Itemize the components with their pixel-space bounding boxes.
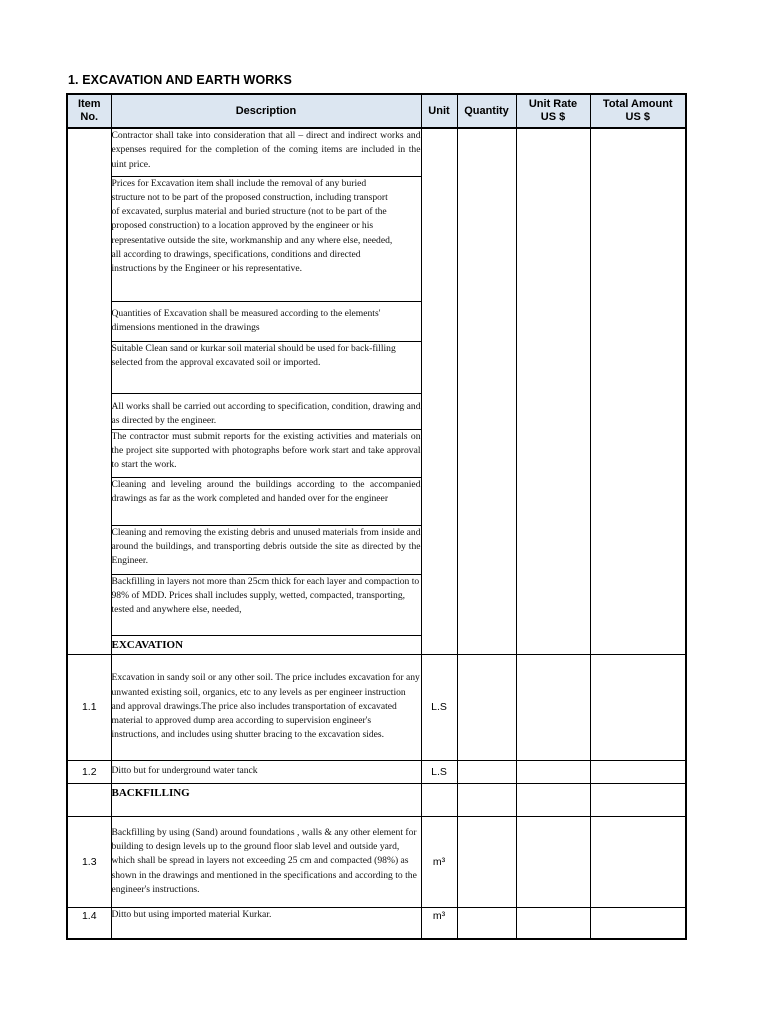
item-unit-rate [516,907,590,939]
general-note: The contractor must submit reports for the existing activities and materials on the project site supported with photographs before work start and take approval to start the work. [111,429,421,477]
general-note: Suitable Clean sand or kurkar soil material should be used for back-filling selected from the approval excavated soil or imported. [111,341,421,393]
bill-of-quantities-table [66,93,687,940]
general-note: Quantities of Excavation shall be measured according to the elements' dimensions mentioned in the drawings [111,301,421,341]
item-description: Excavation in sandy soil or any other soil. The price includes excavation for any unwanted existing soil, organics, etc to any levels as per engineer instruction and approval drawings.The price also includes transportation of excavated material to approved dump area according to supervision engineer's instructions, and includes using shutter bracing to the excavation sides. [111,654,421,760]
general-note: Cleaning and removing the existing debris and unused materials from inside and around the buildings, and transporting debris outside the site as directed by the Engineer. [111,525,421,574]
general-note: Prices for Excavation item shall include the removal of any buried structure not to be part of the proposed construction, including transport of excavated, surplus material and buried structure (not to be part of the proposed construction) to a location approved by the engineer or his representative outside the site, workmanship and any where else, needed, all according to drawings, specifications, conditions and directed instructions by the Engineer or his representative. [111,176,421,301]
general-note: Contractor shall take into consideration that all – direct and indirect works and expenses required for the completion of the coming items are included in the uint price. [111,128,421,176]
section-title: 1. EXCAVATION AND EARTH WORKS [68,73,292,87]
item-total-amount [590,816,686,907]
item-number: 1.4 [67,907,111,939]
item-unit: L.S [421,654,457,760]
general-note: All works shall be carried out according to specification, condition, drawing and as directed by the engineer. [111,393,421,429]
table-header-row [67,94,686,128]
item-number: 1.1 [67,654,111,760]
table-row [67,816,686,907]
item-description: Backfilling by using (Sand) around foundations , walls & any other element for building to design levels up to the ground floor slab level and outside yard, which shall be spread in layers not exceeding 25 cm and compacted (98%) as shown in the drawings and mentioned in the specifications and according to the engineer's instructions. [111,816,421,907]
table-row [67,783,686,816]
item-unit-rate [516,654,590,760]
notes-quantity-cell [457,128,516,654]
item-unit-rate [516,760,590,783]
notes-unit-cell [421,128,457,654]
backfilling-heading: BACKFILLING [111,783,421,816]
table-row [67,760,686,783]
header-unit-rate: Unit Rate US $ [516,94,590,128]
item-unit-rate [516,816,590,907]
excavation-heading: EXCAVATION [111,635,421,654]
item-total-amount [590,907,686,939]
item-unit: L.S [421,760,457,783]
item-number: 1.2 [67,760,111,783]
item-description: Ditto but using imported material Kurkar. [111,907,421,939]
item-description: Ditto but for underground water tanck [111,760,421,783]
header-unit: Unit [421,94,457,128]
notes-item-no-cell [67,128,111,654]
item-total-amount [590,760,686,783]
item-number: 1.3 [67,816,111,907]
notes-unit-rate-cell [516,128,590,654]
header-quantity: Quantity [457,94,516,128]
general-note: Cleaning and leveling around the buildings according to the accompanied drawings as far as the work completed and handed over for the engineer [111,477,421,525]
header-total-amount: Total Amount US $ [590,94,686,128]
item-quantity [457,907,516,939]
item-unit: m³ [421,907,457,939]
header-item-no: Item No. [67,94,111,128]
item-quantity [457,760,516,783]
table-row [67,654,686,760]
item-total-amount [590,654,686,760]
table-row [67,128,686,176]
item-quantity [457,816,516,907]
item-quantity [457,654,516,760]
general-note: Backfilling in layers not more than 25cm thick for each layer and compaction to 98% of MDD. Prices shall includes supply, wetted, compacted, transporting, tested and anywhere else, needed, [111,574,421,635]
item-unit: m³ [421,816,457,907]
notes-total-amount-cell [590,128,686,654]
table-row [67,907,686,939]
header-description: Description [111,94,421,128]
